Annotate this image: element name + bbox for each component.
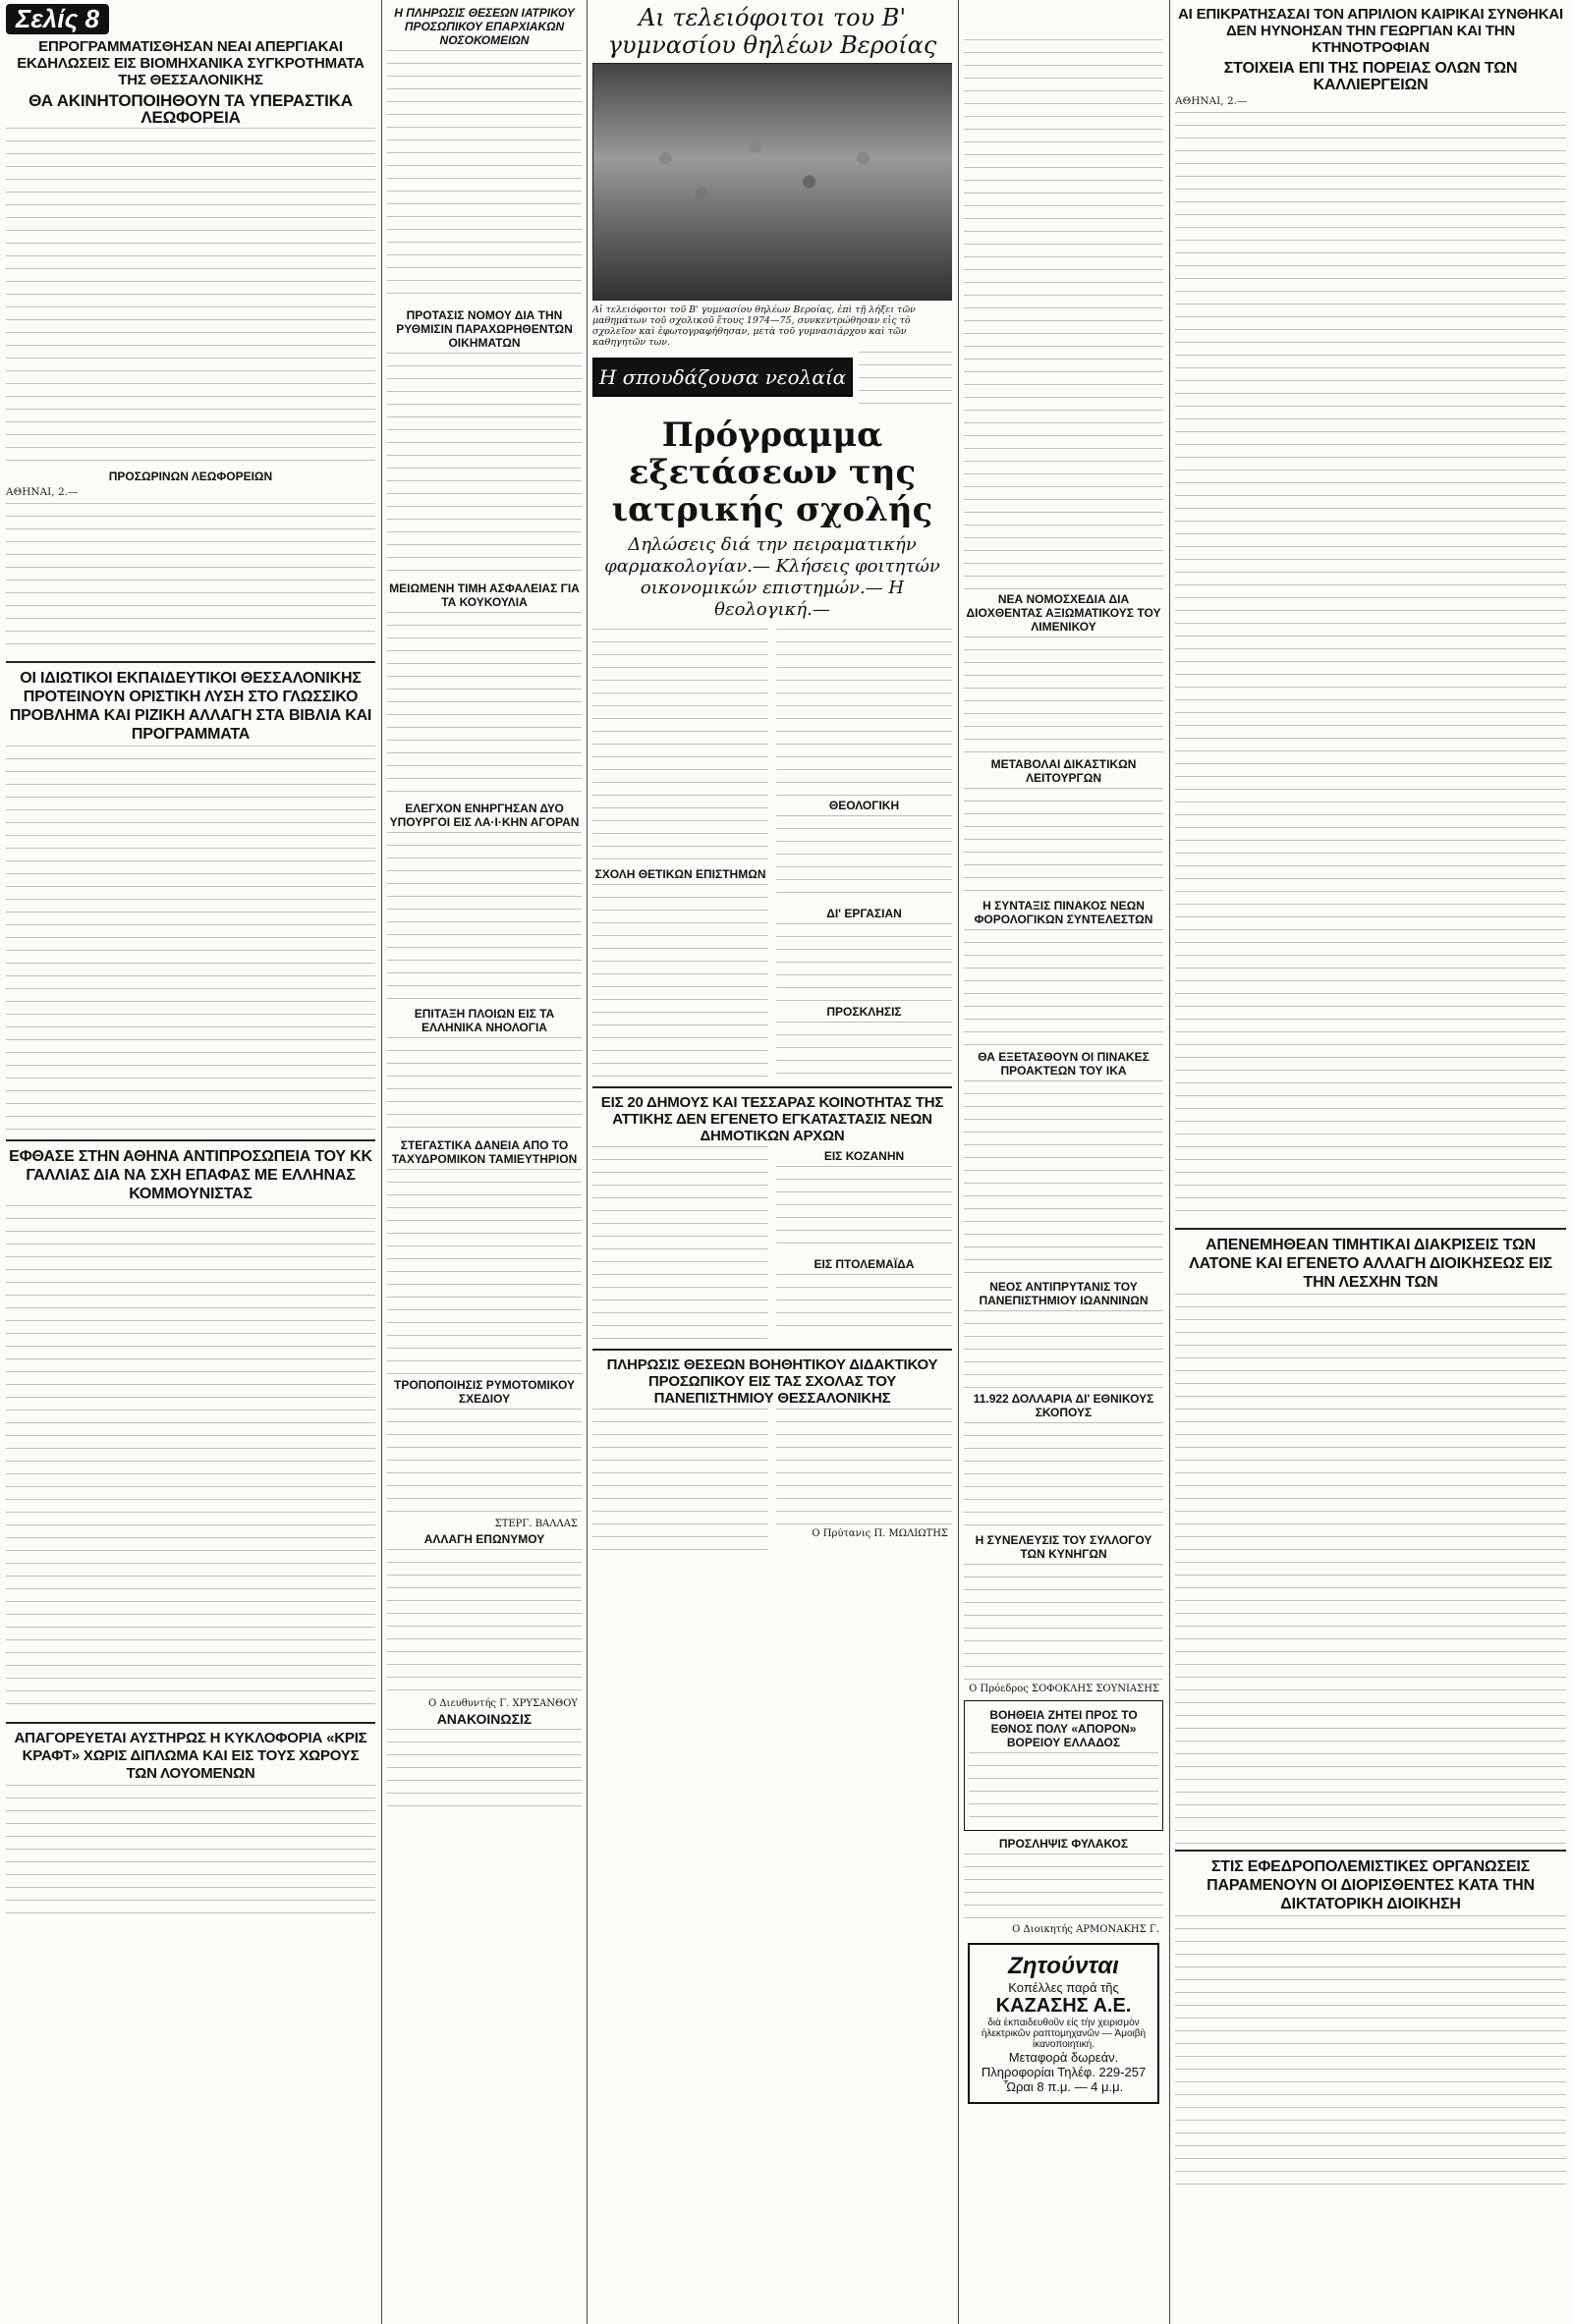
article-text bbox=[592, 884, 768, 1080]
article-text bbox=[6, 746, 375, 1134]
signature: Ο Πρύτανις Π. ΜΩΛΙΩΤΗΣ bbox=[812, 1528, 948, 1539]
article-text bbox=[387, 50, 582, 305]
headline: ΠΛΗΡΩΣΙΣ ΘΕΣΕΩΝ ΒΟΗΘΗΤΙΚΟΥ ΔΙΔΑΚΤΙΚΟΥ ΠΡΟΣΩΠΙΚΟΥ ΕΙΣ ΤΑΣ ΣΧΟΛΑΣ ΤΟΥ ΠΑΝΕΠΙΣΤΗΜΙΟΥ ΘΕΣΣΑΛΟΝΙΚΗΣ bbox=[606, 1356, 938, 1407]
article-text bbox=[964, 1422, 1163, 1530]
article-text bbox=[964, 929, 1163, 1047]
headline: ΣΤΕΓΑΣΤΙΚΑ ΔΑΝΕΙΑ ΑΠΟ ΤΟ ΤΑΧΥΔΡΟΜΙΚΟΝ ΤΑΜΙΕΥΤΗΡΙΟΝ bbox=[391, 1138, 578, 1166]
divider bbox=[6, 661, 375, 663]
article-text bbox=[6, 1205, 375, 1716]
divider bbox=[1175, 1228, 1566, 1230]
headline: ΠΡΟΣΛΗΨΙΣ ΦΥΛΑΚΟΣ bbox=[998, 1837, 1129, 1851]
article-text bbox=[1175, 112, 1566, 1222]
column-rule bbox=[958, 0, 959, 2324]
signature: ΣΤΕΡΓ. ΒΑΛΛΑΣ bbox=[494, 1519, 578, 1529]
ad-line: Μεταφορὰ δωρεάν. bbox=[1008, 2050, 1119, 2065]
article-text bbox=[776, 1409, 952, 1526]
headline: ΜΕΤΑΒΟΛΑΙ ΔΙΚΑΣΤΙΚΩΝ ΛΕΙΤΟΥΡΓΩΝ bbox=[990, 757, 1137, 785]
headline: ΕΠΡΟΓΡΑΜΜΑΤΙΣΘΗΣΑΝ ΝΕΑΙ ΑΠΕΡΓΙΑΚΑΙ ΕΚΔΗΛΩΣΕΙΣ ΕΙΣ ΒΙΟΜΗΧΑΝΙΚΑ ΣΥΓΚΡΟΤΗΜΑΤΑ ΤΗΣ ΘΕΣΣΑΛΟΝΙΚΗΣ bbox=[17, 38, 365, 88]
box-title: ΒΟΗΘΕΙΑ ΖΗΤΕΙ ΠΡΟΣ ΤΟ ΕΘΝΟΣ ΠΟΛΥ «ΑΠΟΡΟΝ» ΒΟΡΕΙΟΥ ΕΛΛΑΔΟΣ bbox=[989, 1708, 1138, 1749]
headline: ΕΠΙΤΑΞΗ ΠΛΟΙΩΝ ΕΙΣ ΤΑ ΕΛΛΗΝΙΚΑ ΝΗΟΛΟΓΙΑ bbox=[414, 1007, 555, 1034]
headline: ΕΙΣ 20 ΔΗΜΟΥΣ ΚΑΙ ΤΕΣΣΑΡΑΣ ΚΟΙΝΟΤΗΤΑΣ ΤΗΣ ΑΤΤΙΚΗΣ ΔΕΝ ΕΓΕΝΕΤΟ ΕΓΚΑΤΑΣΤΑΣΙΣ ΝΕΩΝ ΔΗΜΟΤΙΚΩΝ ΑΡΧΩΝ bbox=[600, 1094, 944, 1144]
ad-company: ΚΑΖΑΣΗΣ Α.Ε. bbox=[995, 1995, 1132, 2017]
headline: ΕΛΕΓΧΟΝ ΕΝΗΡΓΗΣΑΝ ΔΥΟ ΥΠΟΥΡΓΟΙ ΕΙΣ ΛΑ·Ι·ΚΗΝ ΑΓΟΡΑΝ bbox=[389, 802, 580, 829]
signature: Ο Διοικητής ΑΡΜΟΝΑΚΗΣ Γ. bbox=[1012, 1924, 1159, 1935]
article-text bbox=[776, 1274, 952, 1333]
headline: ΝΕΑ ΝΟΜΟΣΧΕΔΙΑ ΔΙΑ ΔΙΟΧΘΕΝΤΑΣ ΑΞΙΩΜΑΤΙΚΟΥΣ ΤΟΥ ΛΙΜΕΝΙΚΟΥ bbox=[966, 592, 1161, 634]
class-photo bbox=[592, 63, 952, 301]
subheading: ΠΡΟΣΩΡΙΝΩΝ ΛΕΩΦΟΡΕΙΩΝ bbox=[108, 470, 273, 483]
divider bbox=[592, 1086, 952, 1088]
main-subheadline: Δηλώσεις διά την πειραματικήν φαρμακολογίαν.— Κλήσεις φοιτητών οικονομικών επιστημών.— Η θεολογική.— bbox=[604, 534, 940, 620]
headline: ΕΦΘΑΣΕ ΣΤΗΝ ΑΘΗΝΑ ΑΝΤΙΠΡΟΣΩΠΕΙΑ ΤΟΥ ΚΚ ΓΑΛΛΙΑΣ ΔΙΑ ΝΑ ΣΧΗ ΕΠΑΦΑΣ ΜΕ ΕΛΛΗΝΑΣ ΚΟΜΜΟΥΝΙΣΤΑΣ bbox=[9, 1148, 372, 1202]
article-text bbox=[776, 923, 952, 1002]
ad-line: διὰ ἐκπαιδευθοῦν εἰς τὴν χειρισμὸν ἠλεκτρικῶν ραπτομηχανῶν — Ἀμοιβὴ ἱκανοποιητική. bbox=[981, 2018, 1147, 2050]
page-label: Σελίς 8 bbox=[6, 4, 109, 34]
headline: ΣΤΟΙΧΕΙΑ ΕΠΙ ΤΗΣ ΠΟΡΕΙΑΣ ΟΛΩΝ ΤΩΝ ΚΑΛΛΙΕΡΓΕΙΩΝ bbox=[1223, 60, 1518, 93]
article-text bbox=[964, 1564, 1163, 1682]
photo-story-title: Αι τελειόφοιτοι του Β' γυμνασίου θηλέων Βεροίας bbox=[607, 4, 937, 59]
signature: Ο Πρόεδρος ΣΟΦΟΚΛΗΣ ΣΟΥΝΙΑΣΗΣ bbox=[969, 1684, 1159, 1694]
article-text bbox=[1175, 1294, 1566, 1844]
headline: ΑΠΑΓΟΡΕΥΕΤΑΙ ΑΥΣΤΗΡΩΣ Η ΚΥΚΛΟΦΟΡΙΑ «ΚΡΙΣ ΚΡΑΦΤ» ΧΩΡΙΣ ΔΙΠΛΩΜΑ ΚΑΙ ΕΙΣ ΤΟΥΣ ΧΩΡΟΥΣ ΤΩΝ ΛΟΥΟΜΕΝΩΝ bbox=[14, 1730, 367, 1782]
article-text bbox=[387, 832, 582, 1004]
headline: ΘΑ ΑΚΙΝΗΤΟΠΟΙΗΘΟΥΝ ΤΑ ΥΠΕΡΑΣΤΙΚΑ ΛΕΩΦΟΡΕΙΑ bbox=[28, 91, 353, 127]
article-text bbox=[387, 1729, 582, 1807]
signature: Ο Διευθυντής Γ. ΧΡΥΣΑΝΘΟΥ bbox=[427, 1698, 578, 1709]
headline: ΑΝΑΚΟΙΝΩΣΙΣ bbox=[436, 1711, 533, 1727]
article-text bbox=[6, 503, 375, 655]
headline: ΑΠΕΝΕΜΗΘΕΑΝ ΤΙΜΗΤΙΚΑΙ ΔΙΑΚΡΙΣΕΙΣ ΤΩΝ ΛΑΤΟΝΕ ΚΑΙ ΕΓΕΝΕΤΟ ΑΛΛΑΓΗ ΔΙΟΙΚΗΣΕΩΣ ΕΙΣ ΤΗΝ ΛΕΣΧΗΝ ΤΩΝ bbox=[1189, 1237, 1552, 1291]
dateline: ΑΘΗΝΑΙ, 2.— bbox=[1175, 95, 1248, 107]
headline: ΜΕΙΩΜΕΝΗ ΤΙΜΗ ΑΣΦΑΛΕΙΑΣ ΓΙΑ ΤΑ ΚΟΥΚΟΥΛΙΑ bbox=[389, 581, 580, 609]
article-text bbox=[592, 1409, 768, 1556]
ad-title: Ζητούνται bbox=[1008, 1953, 1119, 1979]
headline: ΘΑ ΕΞΕΤΑΣΘΟΥΝ ΟΙ ΠΙΝΑΚΕΣ ΠΡΟΑΚΤΕΩΝ ΤΟΥ ΙΚΑ bbox=[978, 1050, 1150, 1078]
photo-caption: Αἱ τελειόφοιτοι τοῦ Β' γυμνασίου θηλέων Βεροίας, ἐπὶ τῇ λήξει τῶν μαθημάτων τοῦ σχολικοῦ ἔτους 1974—75, συνκεντρώθησαν εἰς τὸ σχολεῖον καὶ ἐφωτογραφήθησαν, μετὰ τοῦ γυμνασιάρχου καὶ τῶν καθηγητῶν των. bbox=[592, 304, 916, 348]
subheading: ΣΧΟΛΗ ΘΕΤΙΚΩΝ ΕΠΙΣΤΗΜΩΝ bbox=[594, 867, 766, 881]
ad-hours: Ὧραι 8 π.μ. — 4 μ.μ. bbox=[1003, 2079, 1124, 2094]
column-rule bbox=[1169, 0, 1170, 2324]
column-rule bbox=[587, 0, 588, 2324]
headline: ΝΕΟΣ ΑΝΤΙΠΡΥΤΑΝΙΣ ΤΟΥ ΠΑΝΕΠΙΣΤΗΜΙΟΥ ΙΩΑΝΝΙΝΩΝ bbox=[979, 1280, 1149, 1307]
dateline: ΑΘΗΝΑΙ, 2.— bbox=[6, 486, 79, 498]
appeal-box bbox=[964, 1700, 1163, 1831]
divider bbox=[6, 1722, 375, 1724]
article-text bbox=[776, 629, 952, 796]
article-text bbox=[387, 353, 582, 579]
article-text bbox=[387, 1409, 582, 1517]
subheading: ΕΙΣ ΚΟΖΑΝΗΝ bbox=[823, 1149, 905, 1163]
column-1 bbox=[6, 0, 375, 2324]
article-text bbox=[387, 1037, 582, 1135]
article-text bbox=[776, 1022, 952, 1080]
article-text bbox=[387, 612, 582, 799]
article-text bbox=[964, 788, 1163, 896]
headline: Η ΣΥΝΤΑΞΙΣ ΠΙΝΑΚΟΣ ΝΕΩΝ ΦΟΡΟΛΟΓΙΚΩΝ ΣΥΝΤΕΛΕΣΤΩΝ bbox=[974, 899, 1153, 926]
subheading: ΔΙ' ΕΡΓΑΣΙΑΝ bbox=[826, 907, 902, 920]
headline: ΑΙ ΕΠΙΚΡΑΤΗΣΑΣΑΙ ΤΟΝ ΑΠΡΙΛΙΟΝ ΚΑΙΡΙΚΑΙ ΣΥΝΘΗΚΑΙ ΔΕΝ ΗΥΝΟΗΣΑΝ ΤΗΝ ΓΕΩΡΓΙΑΝ ΚΑΙ ΤΗΝ ΚΤΗΝΟΤΡΟΦΙΑΝ bbox=[1178, 6, 1563, 56]
column-5 bbox=[1175, 0, 1566, 2324]
subheading: ΘΕΟΛΟΓΙΚΗ bbox=[828, 799, 900, 812]
article-text bbox=[6, 1785, 375, 1922]
headline: ΤΡΟΠΟΠΟΙΗΣΙΣ ΡΥΜΟΤΟΜΙΚΟΥ ΣΧΕΔΙΟΥ bbox=[394, 1378, 575, 1406]
main-headline: Πρόγραμμα εξετάσεων της ιατρικής σχολής bbox=[611, 415, 933, 529]
subheading: ΕΙΣ ΠΤΟΛΕΜΑΪΔΑ bbox=[814, 1257, 915, 1271]
headline: 11.922 ΔΟΛΛΑΡΙΑ ΔΙ' ΕΘΝΙΚΟΥΣ ΣΚΟΠΟΥΣ bbox=[973, 1392, 1154, 1419]
column-2 bbox=[387, 0, 582, 2324]
article-text bbox=[387, 1169, 582, 1375]
headline: ΠΡΟΤΑΣΙΣ ΝΟΜΟΥ ΔΙΑ ΤΗΝ ΡΥΘΜΙΣΙΝ ΠΑΡΑΧΩΡΗΘΕΝΤΩΝ ΟΙΚΗΜΑΤΩΝ bbox=[396, 308, 573, 350]
article-text bbox=[964, 1310, 1163, 1389]
subheading: ΠΡΟΣΚΛΗΣΙΣ bbox=[826, 1005, 902, 1019]
article-text bbox=[969, 1752, 1158, 1826]
article-text bbox=[776, 1166, 952, 1254]
column-4 bbox=[964, 0, 1163, 2324]
headline: Η ΠΛΗΡΩΣΙΣ ΘΕΣΕΩΝ ΙΑΤΡΙΚΟΥ ΠΡΟΣΩΠΙΚΟΥ ΕΠΑΡΧΙΑΚΩΝ ΝΟΣΟΚΟΜΕΙΩΝ bbox=[394, 6, 575, 47]
article-text bbox=[964, 1080, 1163, 1277]
article-text bbox=[592, 629, 768, 864]
headline: ΟΙ ΙΔΙΩΤΙΚΟΙ ΕΚΠΑΙΔΕΥΤΙΚΟΙ ΘΕΣΣΑΛΟΝΙΚΗΣ ΠΡΟΤΕΙΝΟΥΝ ΟΡΙΣΤΙΚΗ ΛΥΣΗ ΣΤΟ ΓΛΩΣΣΙΚΟ ΠΡΟΒΛΗΜΑ ΚΑΙ ΡΙΖΙΚΗ ΑΛΛΑΓΗ ΣΤΑ ΒΙΒΛΙΑ ΚΑΙ ΠΡΟΓΡΑΜΜΑΤΑ bbox=[9, 670, 372, 743]
article-text bbox=[387, 1549, 582, 1696]
divider bbox=[6, 1139, 375, 1141]
article-text bbox=[964, 636, 1163, 754]
article-text bbox=[859, 352, 952, 411]
article-text bbox=[964, 1854, 1163, 1922]
article-text bbox=[592, 1146, 768, 1343]
ad-phone: Πληροφορίαι Τηλέφ. 229-257 bbox=[981, 2065, 1147, 2079]
column-3 bbox=[592, 0, 952, 2324]
article-text bbox=[776, 815, 952, 904]
section-banner: Η σπουδάζουσα νεολαία bbox=[592, 358, 853, 397]
headline: Η ΣΥΝΕΛΕΥΣΙΣ ΤΟΥ ΣΥΛΛΟΓΟΥ ΤΩΝ ΚΥΝΗΓΩΝ bbox=[975, 1533, 1152, 1561]
article-text bbox=[964, 39, 1163, 589]
headline: ΣΤΙΣ ΕΦΕΔΡΟΠΟΛΕΜΙΣΤΙΚΕΣ ΟΡΓΑΝΩΣΕΙΣ ΠΑΡΑΜΕΝΟΥΝ ΟΙ ΔΙΟΡΙΣΘΕΝΤΕΣ ΚΑΤΑ ΤΗΝ ΔΙΚΤΑΤΟΡΙΚΗ ΔΙΟΙΚΗΣΗ bbox=[1207, 1858, 1535, 1912]
divider bbox=[592, 1349, 952, 1351]
column-rule bbox=[381, 0, 382, 2324]
divider bbox=[1175, 1850, 1566, 1852]
classified-ad bbox=[968, 1943, 1159, 2104]
article-text bbox=[1175, 1915, 1566, 2190]
headline: ΑΛΛΑΓΗ ΕΠΩΝΥΜΟΥ bbox=[423, 1532, 545, 1546]
article-text bbox=[6, 128, 375, 467]
ad-line: Κοπέλλες παρά τῆς bbox=[1008, 1980, 1119, 1995]
